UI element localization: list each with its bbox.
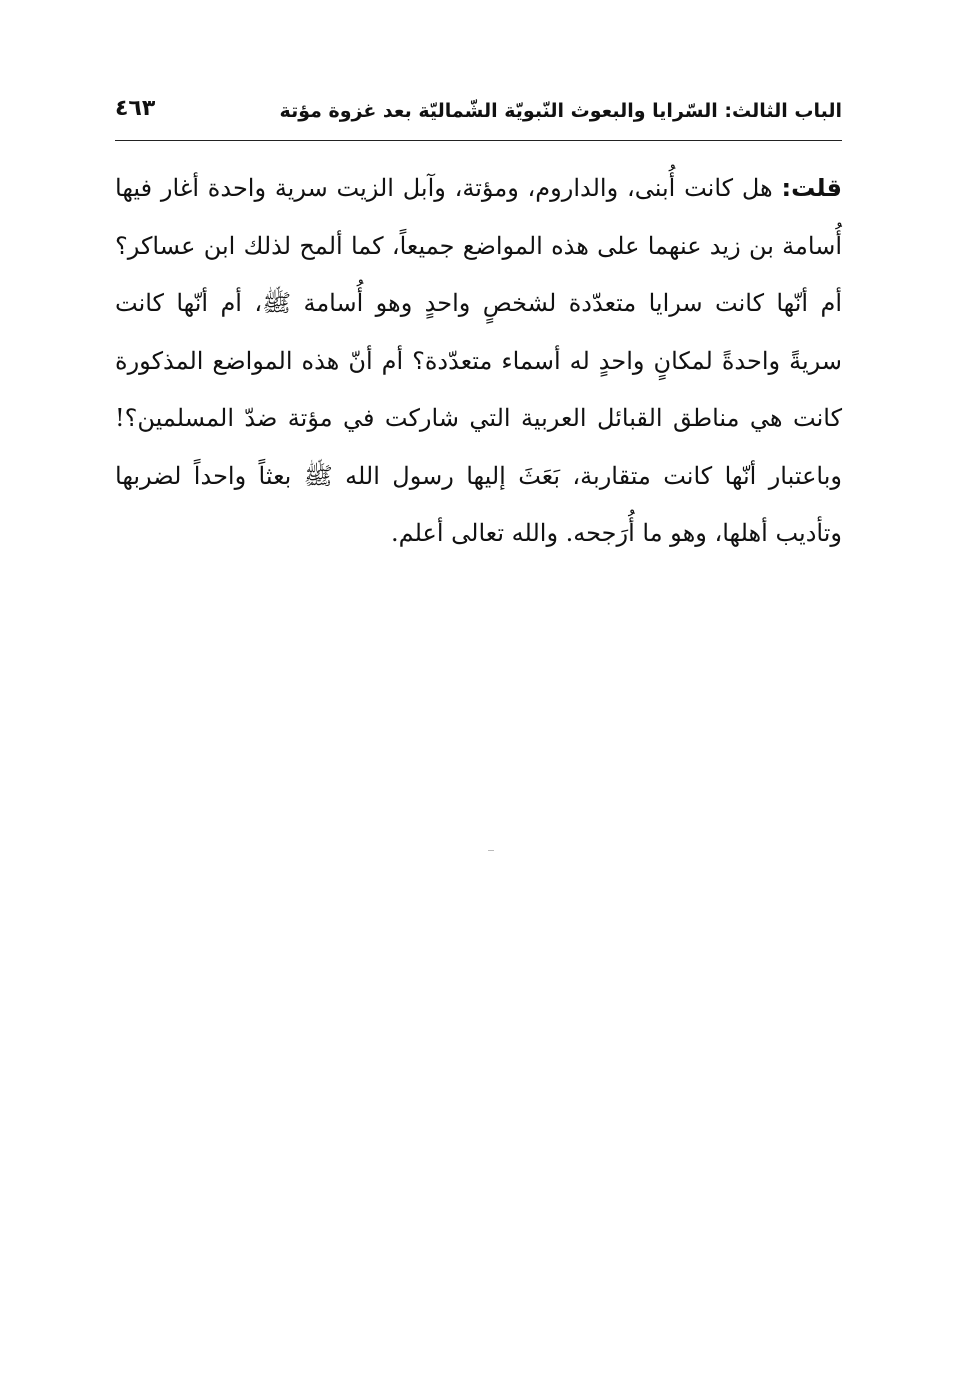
body-paragraph xyxy=(115,160,842,563)
running-title: الباب الثالث: السّرايا والبعوث النّبويّة الشّماليّة بعد غزوة مؤتة xyxy=(279,100,842,122)
header-divider xyxy=(115,140,842,141)
page-number: ٤٦٣ xyxy=(115,96,156,121)
page-header xyxy=(115,92,842,136)
paragraph-text: هل كانت أُبنى، والداروم، ومؤتة، وآبل الزيت سرية واحدة أغار فيها أُسامة بن زيد عنهما على هذه المواضع جميعاً، كما ألمح لذلك ابن عساكر؟ أم أنّها كانت سرايا متعدّدة لشخصٍ واحدٍ وهو أُسامة ﷺ، أم أنّها كانت سريةً واحدةً لمكانٍ واحدٍ له أسماء متعدّدة؟ أم أنّ هذه المواضع المذكورة كانت هي مناطق القبائل العربية التي شاركت في مؤتة ضدّ المسلمين؟! وباعتبار أنّها كانت متقاربة، بَعَثَ إليها رسول الله ﷺ بعثاً واحداً لضربها وتأديب أهلها، وهو ما أُرَجحه. والله تعالى أعلم. xyxy=(115,174,842,547)
paragraph-lead: قلت: xyxy=(781,174,842,202)
scan-speck xyxy=(488,850,494,851)
